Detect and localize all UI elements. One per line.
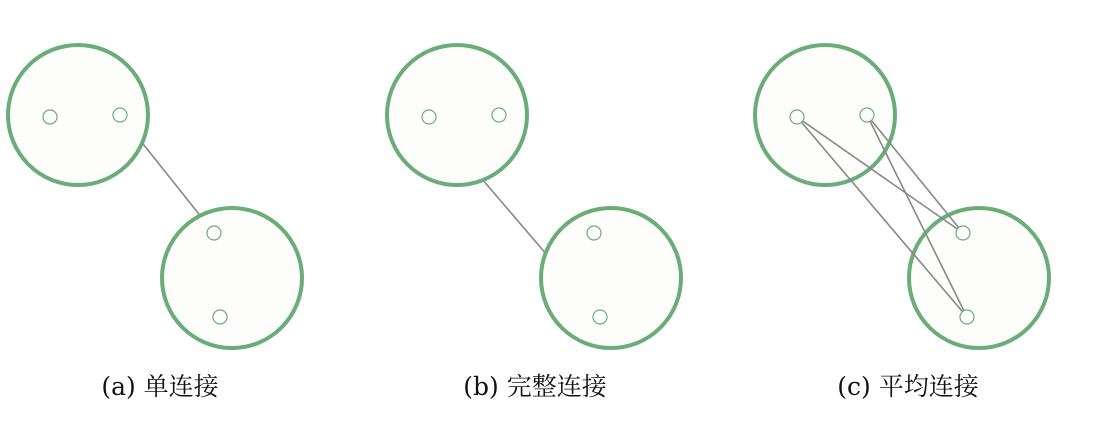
panel-b-caption: (b) 完整连接	[463, 372, 607, 401]
data-point	[790, 110, 804, 124]
data-point	[207, 226, 221, 240]
data-point	[587, 226, 601, 240]
data-point	[860, 108, 874, 122]
data-point	[492, 108, 506, 122]
panel-a-single-linkage	[8, 45, 302, 401]
cluster-circle-lower	[541, 208, 681, 348]
panel-c-average-linkage	[755, 45, 1049, 401]
panel-c-caption: (c) 平均连接	[837, 372, 979, 401]
panel-a-caption: (a) 单连接	[101, 372, 219, 401]
data-point	[213, 310, 227, 324]
cluster-circle-lower	[162, 208, 302, 348]
panel-b-complete-linkage	[387, 45, 681, 401]
data-point	[956, 226, 970, 240]
data-point	[113, 108, 127, 122]
data-point	[593, 310, 607, 324]
data-point	[43, 110, 57, 124]
data-point	[960, 310, 974, 324]
cluster-circle-lower	[909, 208, 1049, 348]
data-point	[422, 110, 436, 124]
